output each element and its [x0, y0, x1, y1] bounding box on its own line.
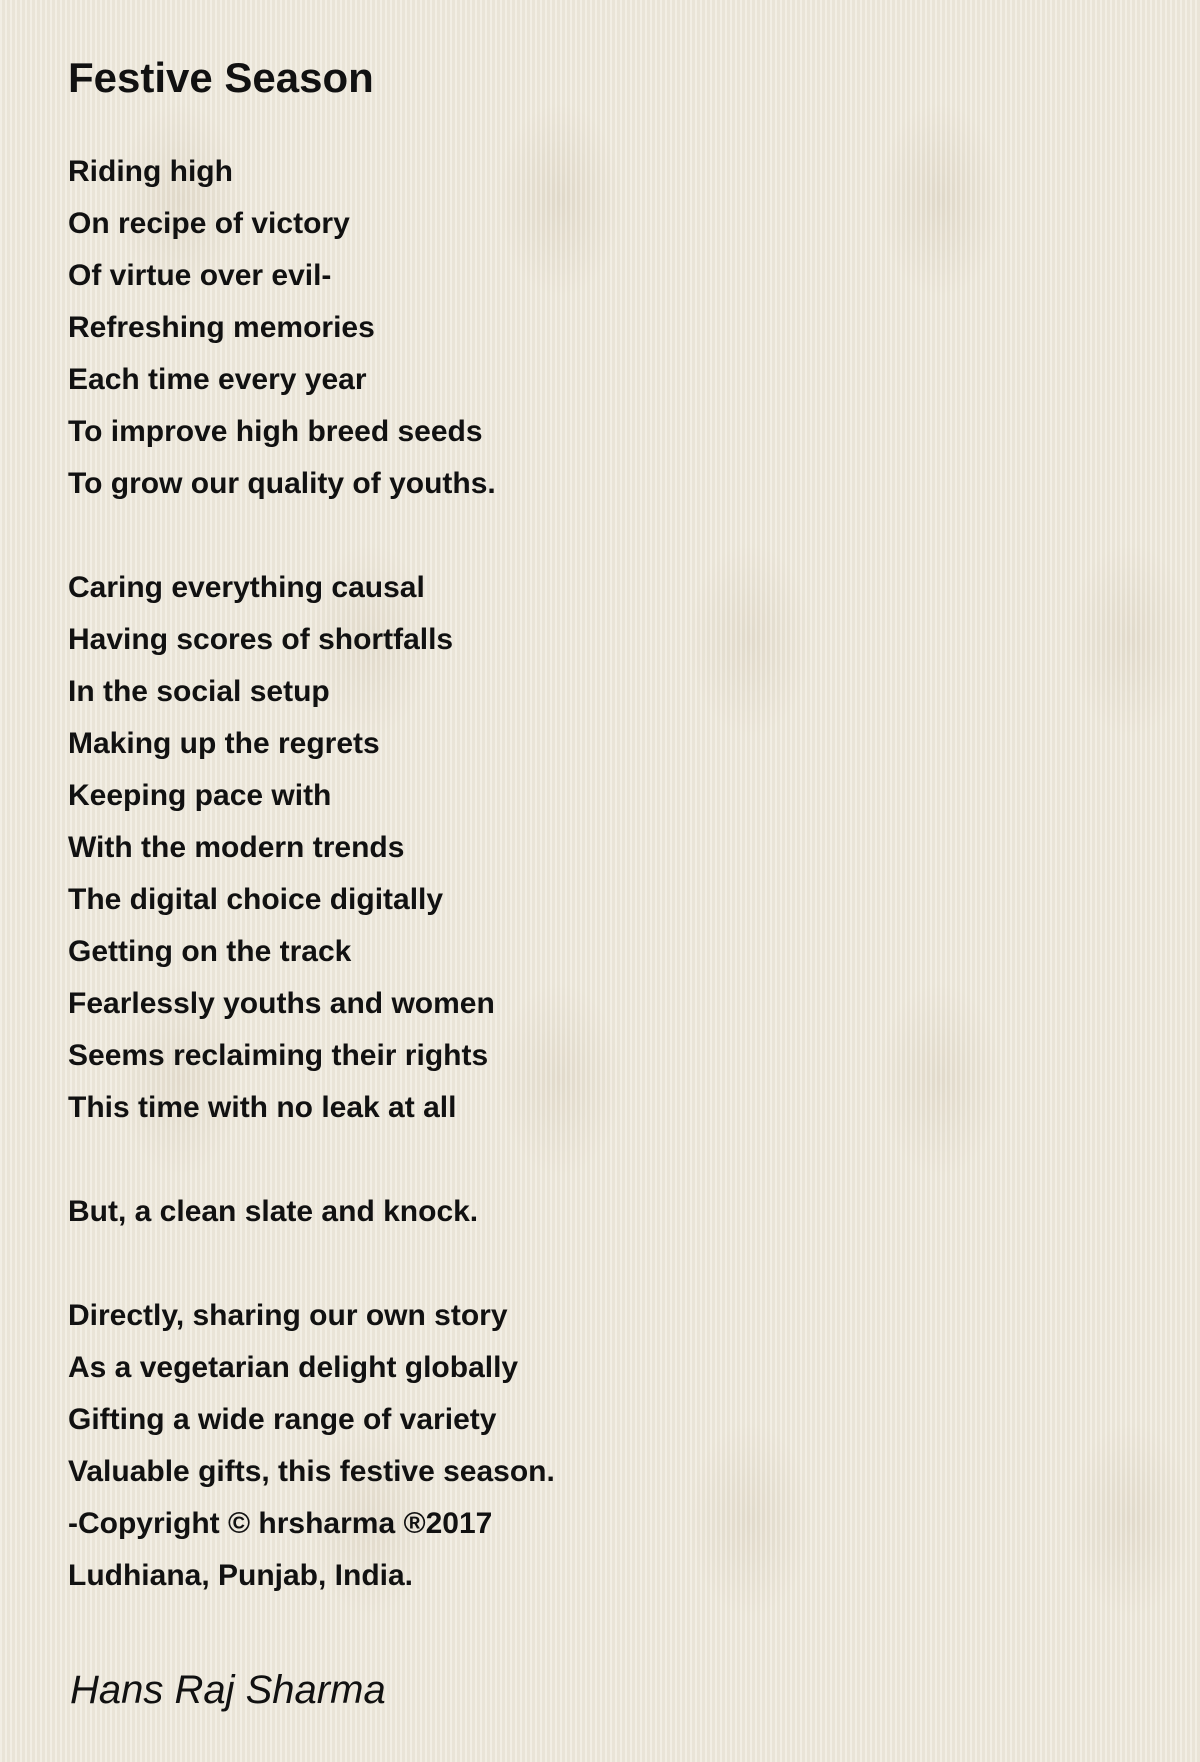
- poem-line: Making up the regrets: [68, 727, 380, 760]
- poem-line: Valuable gifts, this festive season.: [68, 1455, 555, 1488]
- stanza-3: [68, 1186, 1148, 1238]
- location-line: Ludhiana, Punjab, India.: [68, 1559, 414, 1592]
- stanza-2: [68, 562, 1148, 1134]
- poem-line: To grow our quality of youths.: [68, 467, 496, 500]
- poem-line: The digital choice digitally: [68, 883, 444, 916]
- poem-line: Getting on the track: [68, 935, 352, 968]
- stanza-4: [68, 1290, 1148, 1602]
- poem-line: Fearlessly youths and women: [68, 987, 495, 1020]
- poem-line: In the social setup: [68, 675, 330, 708]
- copyright-line: -Copyright © hrsharma ®2017: [68, 1507, 493, 1540]
- poem-line: Keeping pace with: [68, 779, 332, 812]
- poem-line: On recipe of victory: [68, 207, 350, 240]
- poem-title: Festive Season: [68, 54, 374, 101]
- poem-page: [68, 48, 1148, 1718]
- poem-line: Caring everything causal: [68, 571, 425, 604]
- poem-line: As a vegetarian delight globally: [68, 1351, 519, 1384]
- poem-line: Seems reclaiming their rights: [68, 1039, 489, 1072]
- poem-line: This time with no leak at all: [68, 1091, 457, 1124]
- poem-line: But, a clean slate and knock.: [68, 1195, 479, 1228]
- poem-line: With the modern trends: [68, 831, 405, 864]
- poem-line: Gifting a wide range of variety: [68, 1403, 497, 1436]
- poem-line: Of virtue over evil-: [68, 259, 332, 292]
- poem-line: Directly, sharing our own story: [68, 1299, 508, 1332]
- poem-line: Riding high: [68, 155, 233, 188]
- author-name: Hans Raj Sharma: [70, 1668, 386, 1712]
- poem-line: Each time every year: [68, 363, 367, 396]
- poem-line: Having scores of shortfalls: [68, 623, 454, 656]
- poem-line: Refreshing memories: [68, 311, 375, 344]
- poem-line: To improve high breed seeds: [68, 415, 483, 448]
- stanza-1: [68, 146, 1148, 510]
